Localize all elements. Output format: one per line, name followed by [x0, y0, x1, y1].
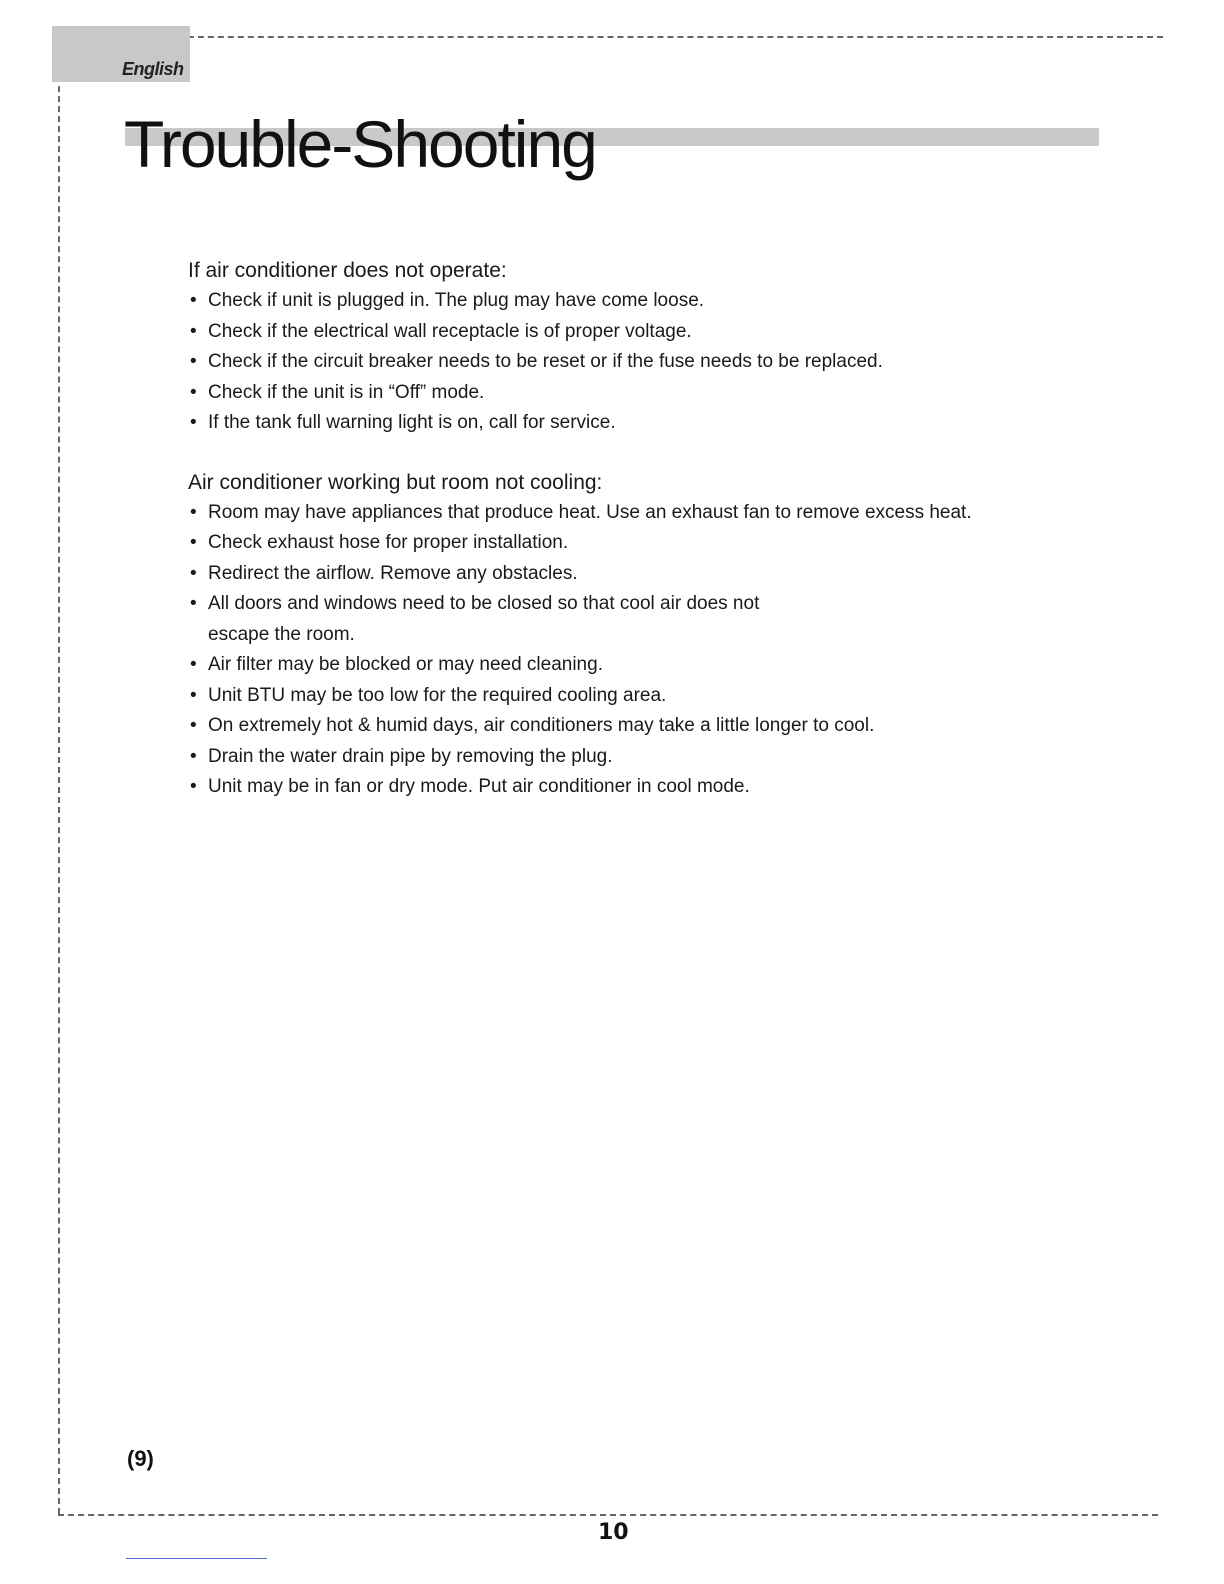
list-item [188, 528, 1088, 559]
section-heading: If air conditioner does not operate: [188, 259, 507, 282]
inner-page-number: (9) [127, 1446, 154, 1471]
list-item-text: Check if the unit is in “Off” mode. [208, 381, 485, 403]
bullet-icon: • [190, 745, 197, 767]
language-label: English [122, 59, 184, 79]
list-item [188, 681, 1088, 712]
section-heading: Air conditioner working but room not cooling: [188, 470, 603, 494]
bullet-icon: • [190, 593, 197, 614]
bullet-list [188, 498, 1088, 803]
bullet-icon: • [190, 351, 197, 372]
list-item [188, 711, 1088, 742]
section-spacer [188, 439, 1088, 468]
list-item-text: Check exhaust hose for proper installation. [208, 532, 569, 553]
bullet-icon: • [190, 501, 197, 523]
bullet-icon: • [190, 532, 197, 553]
list-item [188, 286, 1088, 317]
list-item [188, 347, 1088, 378]
footer-link-underline [126, 1558, 267, 1559]
list-item-text: On extremely hot & humid days, air conditioners may take a little longer to cool. [208, 715, 875, 736]
list-item-text: Check if unit is plugged in. The plug may have come loose. [208, 290, 705, 311]
bullet-icon: • [190, 412, 197, 433]
bullet-icon: • [190, 381, 197, 403]
troubleshooting-content [188, 256, 1088, 803]
list-item-text: All doors and windows need to be closed so that cool air does not escape the room. [208, 593, 760, 645]
page-title: Trouble-Shooting [124, 107, 596, 181]
page-frame-bottom [58, 1514, 1158, 1516]
list-item-text: Redirect the airflow. Remove any obstacles. [208, 562, 578, 584]
list-item [188, 589, 808, 650]
bullet-icon: • [190, 562, 197, 584]
bullet-icon: • [190, 776, 197, 797]
page-frame-left [58, 36, 60, 1514]
list-item-text: Unit BTU may be too low for the required cooling area. [208, 684, 667, 706]
list-item [188, 650, 1088, 681]
bullet-list [188, 286, 1088, 439]
bullet-icon: • [190, 290, 197, 311]
list-item [188, 498, 1088, 529]
list-item [188, 742, 1088, 773]
section-not-cooling [188, 468, 1088, 803]
list-item [188, 408, 1088, 439]
page-frame-top [58, 36, 1163, 38]
section-no-operation [188, 256, 1088, 439]
list-item-text: Check if the circuit breaker needs to be reset or if the fuse needs to be replaced. [208, 351, 883, 372]
list-item-text: Room may have appliances that produce heat. Use an exhaust fan to remove excess heat. [208, 501, 972, 523]
list-item-text: If the tank full warning light is on, call for service. [208, 412, 616, 433]
list-item-text: Air filter may be blocked or may need cleaning. [208, 654, 603, 675]
list-item [188, 378, 1088, 409]
bullet-icon: • [190, 654, 197, 675]
bullet-icon: • [190, 715, 197, 736]
page-number: 10 [598, 1520, 629, 1545]
bullet-icon: • [190, 684, 197, 706]
list-item [188, 772, 1088, 803]
list-item [188, 559, 1088, 590]
list-item-text: Drain the water drain pipe by removing the plug. [208, 745, 613, 767]
bullet-icon: • [190, 320, 197, 342]
list-item-text: Unit may be in fan or dry mode. Put air conditioner in cool mode. [208, 776, 750, 797]
list-item-text: Check if the electrical wall receptacle is of proper voltage. [208, 320, 692, 342]
list-item [188, 317, 1088, 348]
